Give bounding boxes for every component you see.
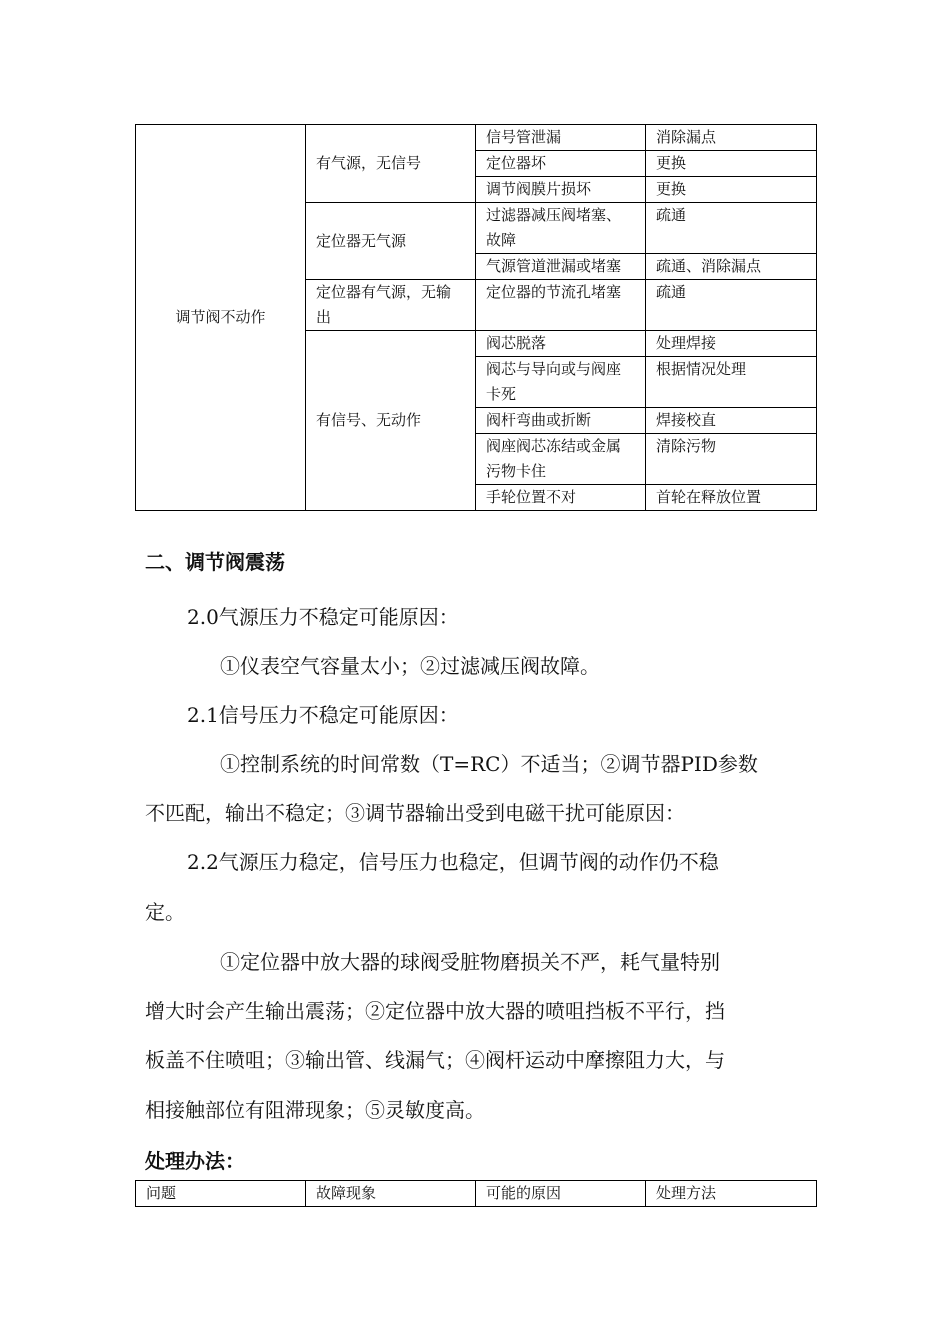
paragraph: ①控制系统的时间常数（T=RC）不适当；②调节器PID参数 bbox=[220, 752, 758, 776]
phenomenon-cell: 定位器无气源 bbox=[306, 203, 476, 280]
section-heading: 二、调节阀震荡 bbox=[145, 550, 285, 574]
header-cell: 可能的原因 bbox=[476, 1181, 646, 1207]
cause-cell: 阀芯脱落 bbox=[476, 331, 646, 357]
header-cell: 处理方法 bbox=[646, 1181, 817, 1207]
method-cell: 疏通、消除漏点 bbox=[646, 254, 817, 280]
method-cell: 消除漏点 bbox=[646, 125, 817, 151]
cause-cell: 定位器的节流孔堵塞 bbox=[476, 280, 646, 331]
method-table bbox=[135, 1180, 817, 1207]
header-cell: 故障现象 bbox=[306, 1181, 476, 1207]
paragraph: 相接触部位有阻滞现象；⑤灵敏度高。 bbox=[145, 1098, 485, 1122]
paragraph: 增大时会产生输出震荡；②定位器中放大器的喷咀挡板不平行，挡 bbox=[145, 999, 725, 1023]
method-cell: 更换 bbox=[646, 151, 817, 177]
method-cell: 疏通 bbox=[646, 280, 817, 331]
method-cell: 处理焊接 bbox=[646, 331, 817, 357]
fault-table bbox=[135, 124, 817, 511]
paragraph: ①仪表空气容量太小；②过滤减压阀故障。 bbox=[220, 654, 600, 678]
paragraph: 2.0气源压力不稳定可能原因： bbox=[187, 605, 459, 629]
method-cell: 更换 bbox=[646, 177, 817, 203]
phenomenon-cell: 有气源，无信号 bbox=[306, 125, 476, 203]
cause-cell: 气源管道泄漏或堵塞 bbox=[476, 254, 646, 280]
cause-cell: 阀杆弯曲或折断 bbox=[476, 408, 646, 434]
phenomenon-cell: 定位器有气源，无输出 bbox=[306, 280, 476, 331]
paragraph: 2.2气源压力稳定，信号压力也稳定，但调节阀的动作仍不稳 bbox=[187, 850, 719, 874]
table-row bbox=[136, 125, 817, 151]
method-cell: 焊接校直 bbox=[646, 408, 817, 434]
method-cell: 清除污物 bbox=[646, 434, 817, 485]
cause-cell: 定位器坏 bbox=[476, 151, 646, 177]
paragraph: 不匹配，输出不稳定；③调节器输出受到电磁干扰可能原因： bbox=[145, 801, 685, 825]
phenomenon-cell: 有信号、无动作 bbox=[306, 331, 476, 511]
paragraph: 2.1信号压力不稳定可能原因： bbox=[187, 703, 459, 727]
cause-cell: 手轮位置不对 bbox=[476, 485, 646, 511]
method-heading: 处理办法： bbox=[145, 1149, 245, 1173]
cause-cell: 调节阀膜片损坏 bbox=[476, 177, 646, 203]
paragraph: 定。 bbox=[145, 900, 185, 924]
paragraph: ①定位器中放大器的球阀受脏物磨损关不严，耗气量特别 bbox=[220, 950, 720, 974]
cause-cell: 阀芯与导向或与阀座卡死 bbox=[476, 357, 646, 408]
cause-cell: 过滤器减压阀堵塞、故障 bbox=[476, 203, 646, 254]
paragraph: 板盖不住喷咀；③输出管、线漏气；④阀杆运动中摩擦阻力大，与 bbox=[145, 1048, 725, 1072]
cause-cell: 阀座阀芯冻结或金属污物卡住 bbox=[476, 434, 646, 485]
group-label: 调节阀不动作 bbox=[136, 125, 306, 511]
cause-cell: 信号管泄漏 bbox=[476, 125, 646, 151]
method-cell: 疏通 bbox=[646, 203, 817, 254]
method-cell: 根据情况处理 bbox=[646, 357, 817, 408]
method-cell: 首轮在释放位置 bbox=[646, 485, 817, 511]
header-cell: 问题 bbox=[136, 1181, 306, 1207]
table-header-row bbox=[136, 1181, 817, 1207]
